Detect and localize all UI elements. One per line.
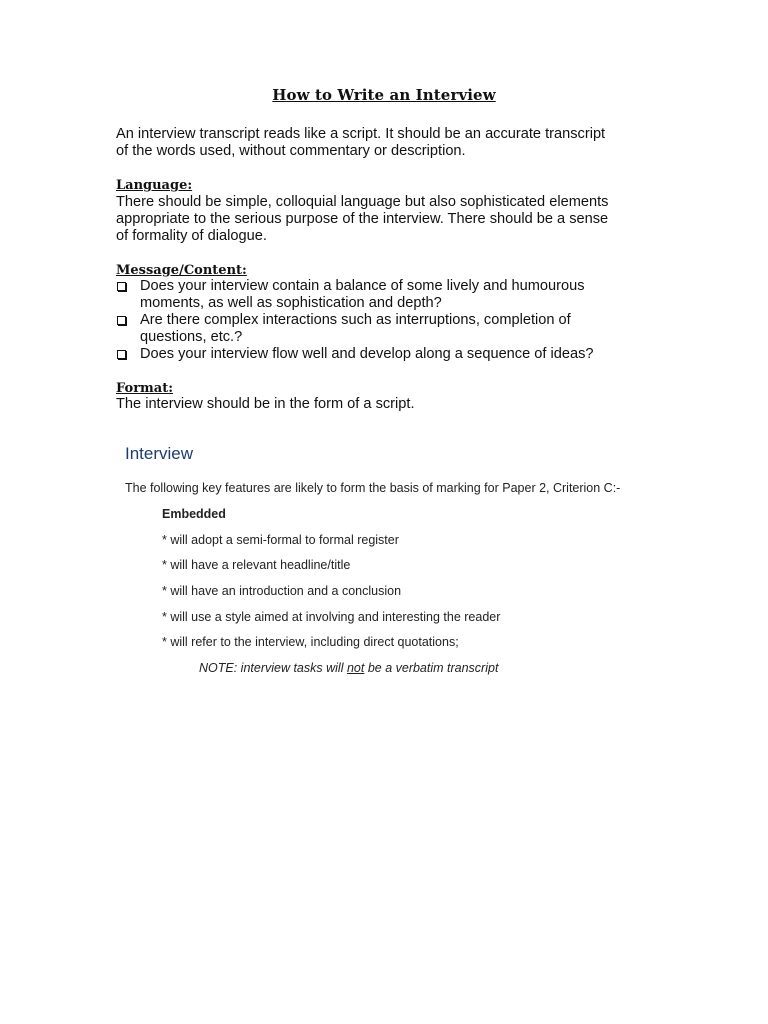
criteria-feature: * will refer to the interview, including direct quotations;: [162, 635, 459, 649]
checkbox-icon: [117, 316, 126, 325]
checklist-line: Are there complex interactions such as interruptions, completion of: [140, 312, 571, 328]
format-heading: Format:: [116, 381, 174, 396]
note-prefix: NOTE: interview tasks will: [199, 661, 347, 675]
intro-line: An interview transcript reads like a script. It should be an accurate transcript: [116, 126, 606, 142]
criteria-feature: * will have a relevant headline/title: [162, 558, 351, 572]
note-suffix: be a verbatim transcript: [364, 661, 499, 675]
language-heading: Language:: [116, 178, 193, 193]
checklist-item: [116, 346, 646, 363]
checklist-line: questions, etc.?: [140, 329, 243, 345]
intro-line: of the words used, without commentary or description.: [116, 143, 466, 159]
intro-paragraph: [116, 126, 656, 160]
language-line: There should be simple, colloquial language but also sophisticated elements: [116, 194, 609, 210]
message-checklist: [116, 278, 646, 363]
criteria-feature: * will use a style aimed at involving and interesting the reader: [162, 610, 501, 624]
language-line: appropriate to the serious purpose of the interview. There should be a sense: [116, 211, 609, 227]
criteria-subheading: Embedded: [162, 507, 226, 521]
checklist-line: Does your interview contain a balance of some lively and humourous: [140, 278, 585, 294]
message-content-heading: Message/Content:: [116, 263, 247, 278]
language-paragraph: [116, 194, 656, 245]
checkbox-icon: [117, 350, 126, 359]
criteria-title: Interview: [125, 444, 194, 463]
criteria-feature: * will have an introduction and a conclusion: [162, 584, 402, 598]
checkbox-icon: [117, 282, 126, 291]
checklist-item: [116, 312, 646, 346]
checklist-line: Does your interview flow well and develop along a sequence of ideas?: [140, 346, 594, 362]
criteria-note: [199, 661, 498, 675]
criteria-intro: The following key features are likely to form the basis of marking for Paper 2, Criterion C:-: [125, 481, 621, 495]
note-emphasis: not: [346, 661, 365, 675]
criteria-box: [110, 436, 670, 686]
page-title: How to Write an Interview: [272, 86, 496, 104]
criteria-feature: * will adopt a semi-formal to formal register: [162, 533, 399, 547]
format-paragraph: The interview should be in the form of a script.: [116, 396, 415, 412]
language-line: of formality of dialogue.: [116, 228, 267, 244]
checklist-item: [116, 278, 646, 312]
checklist-line: moments, as well as sophistication and depth?: [140, 295, 442, 311]
